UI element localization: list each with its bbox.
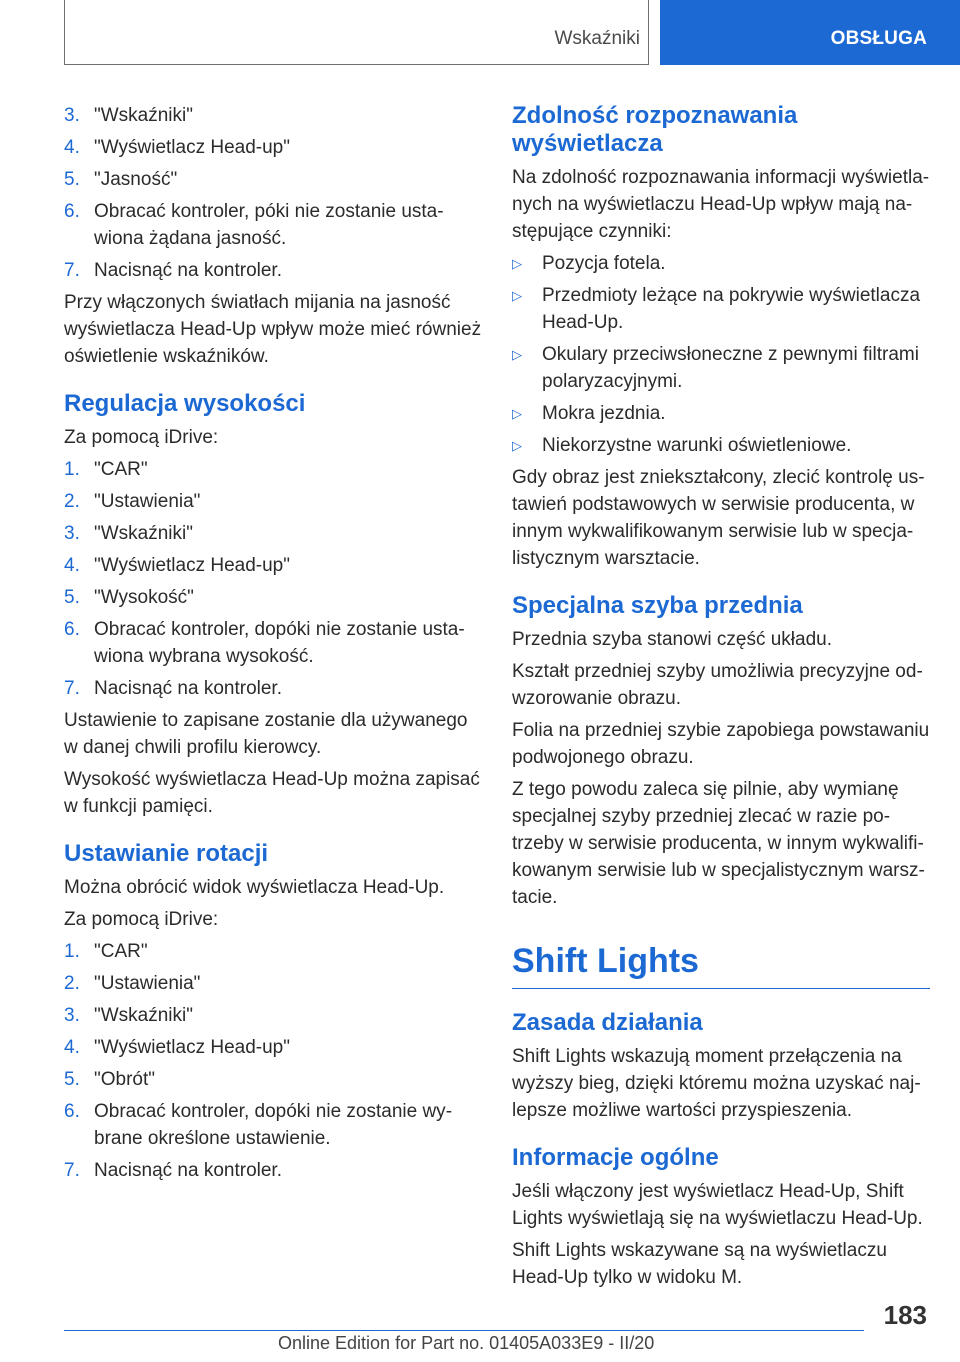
heading-rotation: Ustawianie rotacji [64, 840, 269, 867]
paragraph-low-beam-note: Przy włączonych światłach mijania na jasność wyświetlacza Head-Up wpływ może mieć również oświetlenie wskaźników. [64, 292, 482, 367]
paragraph-windshield-2: Kształt przedniej szyby umożliwia precyzyjne odwzorowanie obrazu. [512, 661, 923, 709]
list-item [64, 520, 482, 547]
step-number: 7. [64, 678, 80, 699]
step-text: "Wyświetlacz Head-up" [94, 555, 290, 576]
step-text: Nacisnąć na kontroler. [94, 260, 282, 281]
footer-divider [64, 1330, 864, 1331]
steps-list-height [64, 456, 482, 702]
list-item [64, 552, 482, 579]
step-number: 5. [64, 169, 80, 190]
step-text: Obracać kontroler, póki nie zostanie ustawiona żądana jasność. [94, 201, 444, 249]
paragraph-windshield-1: Przednia szyba stanowi część układu. [512, 629, 832, 650]
factors-bullet-list [512, 250, 930, 459]
step-number: 3. [64, 523, 80, 544]
list-item [64, 970, 482, 997]
step-number: 5. [64, 1069, 80, 1090]
step-text: "CAR" [94, 459, 148, 480]
step-number: 6. [64, 201, 80, 222]
step-text: "Wskaźniki" [94, 1005, 193, 1026]
step-text: "Wskaźniki" [94, 523, 193, 544]
right-column [512, 102, 930, 1296]
step-number: 2. [64, 491, 80, 512]
left-column [64, 102, 482, 1189]
list-item [64, 166, 482, 193]
page-number: 183 [883, 1300, 927, 1330]
triangle-bullet-icon: ▷ [512, 347, 522, 362]
step-text: "Wysokość" [94, 587, 194, 608]
steps-list-rotation [64, 938, 482, 1184]
heading-general-information: Informacje ogólne [512, 1144, 719, 1171]
header-section-title: Wskaźniki [554, 28, 640, 49]
bullet-text: Niekorzystne warunki oświetleniowe. [542, 435, 852, 456]
list-item [64, 1157, 482, 1184]
list-item [64, 102, 482, 129]
list-item [64, 198, 482, 252]
step-number: 4. [64, 137, 80, 158]
paragraph-general-1: Jeśli włączony jest wyświetlacz Head-Up, Shift Lights wyświetlają się na wyświetlaczu Head-Up. [512, 1181, 923, 1229]
step-text: "Jasność" [94, 169, 178, 190]
list-item [64, 134, 482, 161]
list-item [512, 432, 930, 459]
step-number: 1. [64, 459, 80, 480]
step-number: 4. [64, 1037, 80, 1058]
step-text: "Obrót" [94, 1069, 156, 1090]
paragraph-windshield-3: Folia na przedniej szybie zapobiega powstawaniu podwojonego obrazu. [512, 720, 930, 768]
triangle-bullet-icon: ▷ [512, 288, 522, 303]
list-item [512, 341, 930, 395]
paragraph-rotation-intro: Można obrócić widok wyświetlacza Head-Up. [64, 877, 445, 898]
chapter-tab-label: OBSŁUGA [830, 28, 927, 49]
step-number: 3. [64, 1005, 80, 1026]
paragraph-idrive-intro: Za pomocą iDrive: [64, 909, 219, 930]
footer-edition-text: Online Edition for Part no. 01405A033E9 - II/20 [278, 1333, 655, 1353]
step-text: "Wyświetlacz Head-up" [94, 1037, 290, 1058]
paragraph-idrive-intro: Za pomocą iDrive: [64, 427, 219, 448]
list-item [64, 1034, 482, 1061]
list-item [64, 456, 482, 483]
heading-display-recognition: Zdolność rozpoznawania wyświetlacza [512, 102, 798, 157]
list-item [64, 1002, 482, 1029]
list-item [64, 257, 482, 284]
step-number: 1. [64, 941, 80, 962]
heading-operating-principle: Zasada działania [512, 1009, 703, 1036]
step-text: Obracać kontroler, dopóki nie zostanie wybrane określone ustawienie. [94, 1101, 453, 1149]
step-number: 5. [64, 587, 80, 608]
running-header [64, 0, 649, 65]
list-item [512, 282, 930, 336]
step-text: Nacisnąć na kontroler. [94, 678, 282, 699]
step-number: 6. [64, 1101, 80, 1122]
paragraph-principle: Shift Lights wskazują moment przełączenia na wyższy bieg, dzięki któremu można uzyskać najlepsze możliwe wartości przyspieszenia. [512, 1046, 921, 1121]
paragraph-distortion-note: Gdy obraz jest zniekształcony, zlecić kontrolę ustawień podstawowych w serwisie producenta, w innym wykwalifikowanym serwisie lub w specjalistycznym warsztacie. [512, 467, 925, 569]
step-text: "Ustawienia" [94, 973, 201, 994]
list-item [64, 1098, 482, 1152]
paragraph-profile-note: Ustawienie to zapisane zostanie dla używanego w danej chwili profilu kierowcy. [64, 710, 468, 758]
list-item [64, 938, 482, 965]
paragraph-general-2: Shift Lights wskazywane są na wyświetlaczu Head-Up tylko w widoku M. [512, 1240, 887, 1288]
step-text: Obracać kontroler, dopóki nie zostanie ustawiona wybrana wysokość. [94, 619, 465, 667]
step-text: "Ustawienia" [94, 491, 201, 512]
section-title-shift-lights: Shift Lights [512, 941, 930, 989]
step-number: 6. [64, 619, 80, 640]
paragraph-recognition-intro: Na zdolność rozpoznawania informacji wyświetlanych na wyświetlaczu Head-Up wpływ mają następujące czynniki: [512, 167, 930, 242]
step-text: Nacisnąć na kontroler. [94, 1160, 282, 1181]
list-item [64, 616, 482, 670]
paragraph-windshield-4: Z tego powodu zaleca się pilnie, aby wymianę specjalnej szyby przedniej zlecać w razie potrzeby w serwisie producenta, w innym wykwalifikowanym serwisie lub w specjalistycznym warsztacie. [512, 779, 925, 908]
list-item [512, 250, 930, 277]
bullet-text: Mokra jezdnia. [542, 403, 666, 424]
step-number: 2. [64, 973, 80, 994]
bullet-text: Pozycja fotela. [542, 253, 666, 274]
step-number: 7. [64, 260, 80, 281]
heading-special-windshield: Specjalna szyba przednia [512, 592, 803, 619]
step-text: "Wskaźniki" [94, 105, 193, 126]
step-text: "Wyświetlacz Head-up" [94, 137, 290, 158]
step-number: 3. [64, 105, 80, 126]
list-item [64, 488, 482, 515]
steps-list-brightness [64, 102, 482, 284]
heading-height-adjustment: Regulacja wysokości [64, 390, 306, 417]
list-item [64, 675, 482, 702]
step-number: 7. [64, 1160, 80, 1181]
list-item [64, 1066, 482, 1093]
step-number: 4. [64, 555, 80, 576]
triangle-bullet-icon: ▷ [512, 256, 522, 271]
triangle-bullet-icon: ▷ [512, 406, 522, 421]
paragraph-memory-note: Wysokość wyświetlacza Head-Up można zapisać w funkcji pamięci. [64, 769, 480, 817]
step-text: "CAR" [94, 941, 148, 962]
list-item [512, 400, 930, 427]
list-item [64, 584, 482, 611]
triangle-bullet-icon: ▷ [512, 438, 522, 453]
bullet-text: Przedmioty leżące na pokrywie wyświetlacza Head-Up. [542, 285, 921, 333]
bullet-text: Okulary przeciwsłoneczne z pewnymi filtrami polaryzacyjnymi. [542, 344, 919, 392]
chapter-tab [660, 0, 960, 65]
